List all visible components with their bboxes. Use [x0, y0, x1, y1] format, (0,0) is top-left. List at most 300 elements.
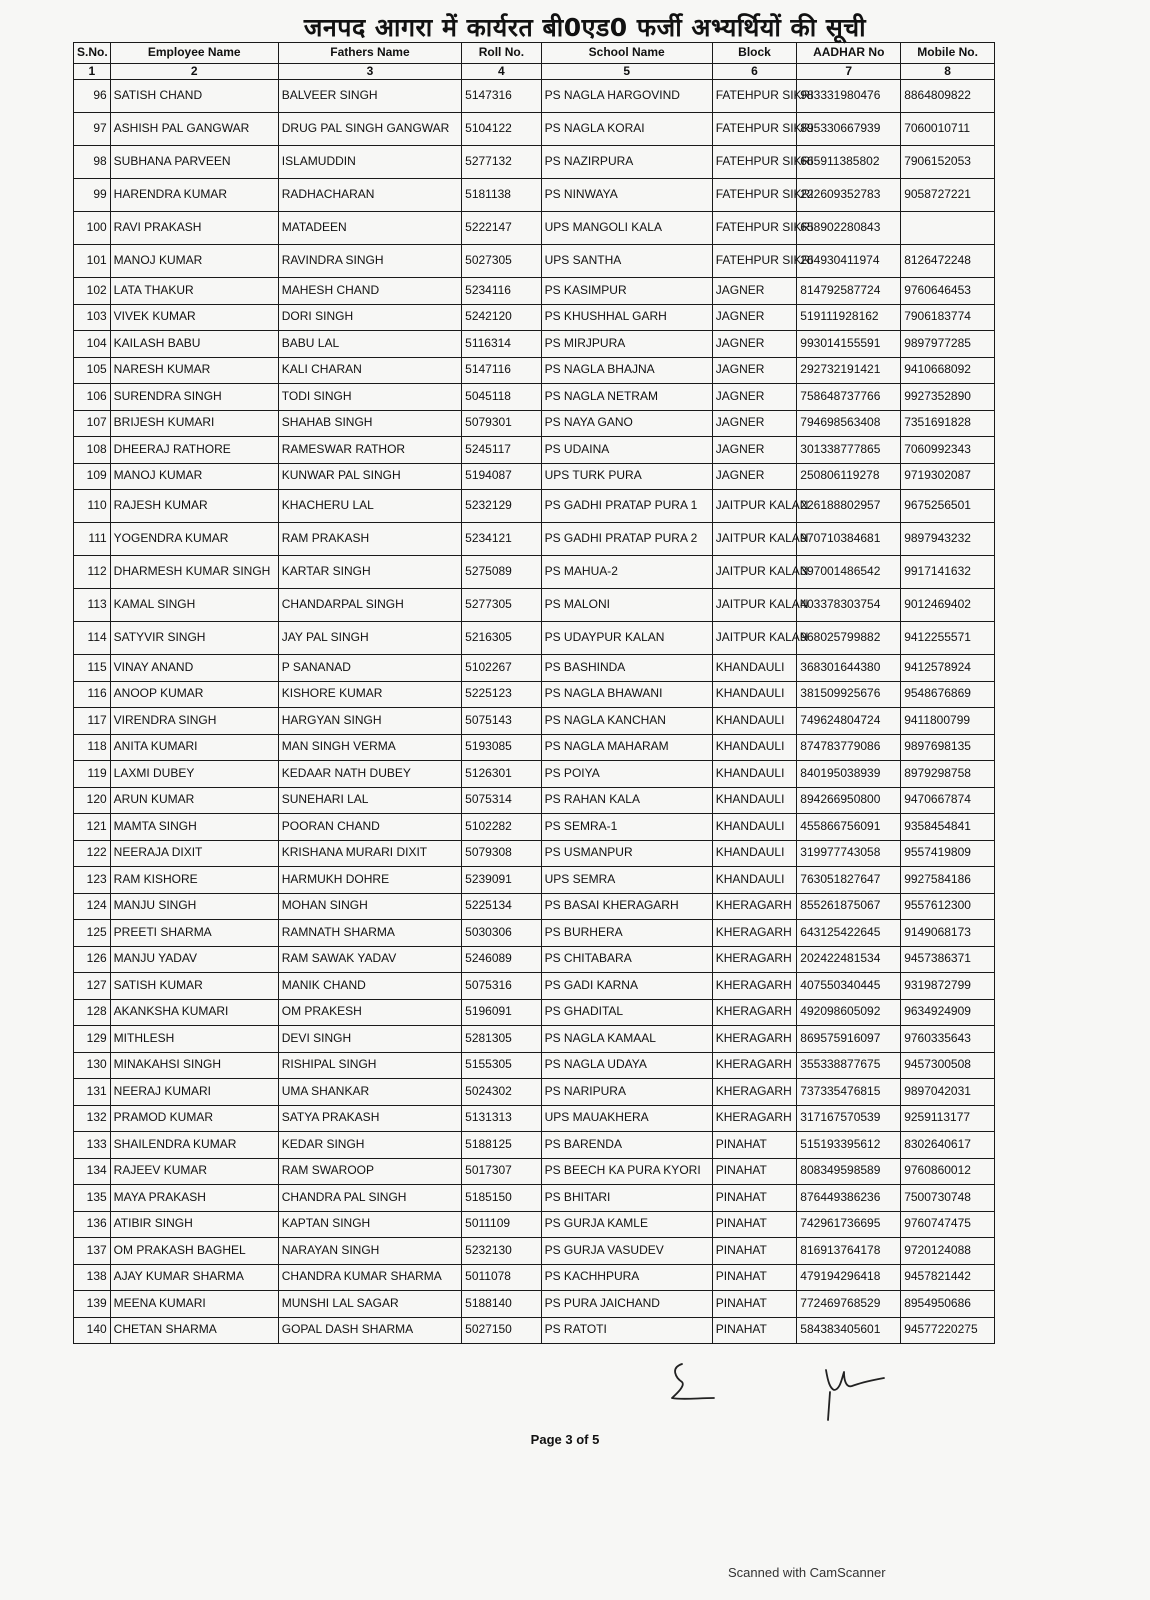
header-row: [74, 43, 995, 64]
cell-sno: 107: [74, 410, 111, 437]
cell-mobile-no: 7060992343: [901, 437, 995, 464]
cell-fathers-name: KHACHERU LAL: [278, 490, 461, 523]
cell-employee-name: SATISH KUMAR: [110, 973, 278, 1000]
cell-fathers-name: RADHACHARAN: [278, 179, 461, 212]
cell-roll-no: 5079301: [462, 410, 541, 437]
column-number-row: [74, 64, 995, 80]
cell-employee-name: LATA THAKUR: [110, 278, 278, 305]
cell-fathers-name: MAN SINGH VERMA: [278, 734, 461, 761]
table-row: [74, 278, 995, 305]
cell-fathers-name: KISHORE KUMAR: [278, 681, 461, 708]
cell-aadhar-no: 968025799882: [797, 622, 901, 655]
cell-roll-no: 5017307: [462, 1158, 541, 1185]
cell-employee-name: BRIJESH KUMARI: [110, 410, 278, 437]
table-row: [74, 556, 995, 589]
cell-aadhar-no: 840195038939: [797, 761, 901, 788]
cell-block: JAGNER: [712, 437, 797, 464]
cell-block: KHERAGARH: [712, 946, 797, 973]
cell-fathers-name: KUNWAR PAL SINGH: [278, 463, 461, 490]
cell-employee-name: SHAILENDRA KUMAR: [110, 1132, 278, 1159]
cell-school-name: PS SEMRA-1: [541, 814, 712, 841]
cell-sno: 129: [74, 1026, 111, 1053]
cell-block: JAITPUR KALAN: [712, 523, 797, 556]
header-roll-no: Roll No.: [462, 43, 541, 64]
cell-fathers-name: RISHIPAL SINGH: [278, 1052, 461, 1079]
cell-mobile-no: 7906183774: [901, 304, 995, 331]
cell-roll-no: 5216305: [462, 622, 541, 655]
table-row: [74, 1185, 995, 1212]
cell-block: JAGNER: [712, 331, 797, 358]
cell-sno: 103: [74, 304, 111, 331]
cell-aadhar-no: 381509925676: [797, 681, 901, 708]
cell-school-name: PS BASHINDA: [541, 655, 712, 682]
cell-block: JAGNER: [712, 384, 797, 411]
cell-aadhar-no: 584383405601: [797, 1317, 901, 1344]
cell-aadhar-no: 874783779086: [797, 734, 901, 761]
cell-mobile-no: 9557419809: [901, 840, 995, 867]
cell-mobile-no: 9470667874: [901, 787, 995, 814]
handwritten-signature-right: [818, 1358, 888, 1428]
column-number: 2: [110, 64, 278, 80]
cell-aadhar-no: 397001486542: [797, 556, 901, 589]
cell-aadhar-no: 814792587724: [797, 278, 901, 305]
cell-block: KHANDAULI: [712, 814, 797, 841]
cell-mobile-no: 9457821442: [901, 1264, 995, 1291]
table-row: [74, 1238, 995, 1265]
table-row: [74, 523, 995, 556]
cell-block: KHERAGARH: [712, 1079, 797, 1106]
cell-sno: 104: [74, 331, 111, 358]
cell-sno: 100: [74, 212, 111, 245]
cell-roll-no: 5131313: [462, 1105, 541, 1132]
cell-aadhar-no: 742961736695: [797, 1211, 901, 1238]
cell-sno: 130: [74, 1052, 111, 1079]
cell-employee-name: MAYA PRAKASH: [110, 1185, 278, 1212]
cell-fathers-name: KARTAR SINGH: [278, 556, 461, 589]
cell-roll-no: 5079308: [462, 840, 541, 867]
cell-employee-name: AKANKSHA KUMARI: [110, 999, 278, 1026]
cell-roll-no: 5188125: [462, 1132, 541, 1159]
cell-roll-no: 5102282: [462, 814, 541, 841]
cell-school-name: UPS MAUAKHERA: [541, 1105, 712, 1132]
table-row: [74, 331, 995, 358]
cell-school-name: PS BEECH KA PURA KYORI: [541, 1158, 712, 1185]
cell-fathers-name: RAMESWAR RATHOR: [278, 437, 461, 464]
table-row: [74, 867, 995, 894]
cell-employee-name: VIRENDRA SINGH: [110, 708, 278, 735]
cell-school-name: PS RAHAN KALA: [541, 787, 712, 814]
cell-fathers-name: UMA SHANKAR: [278, 1079, 461, 1106]
table-row: [74, 1079, 995, 1106]
cell-mobile-no: 9412255571: [901, 622, 995, 655]
cell-aadhar-no: 869575916097: [797, 1026, 901, 1053]
table-row: [74, 1317, 995, 1344]
cell-block: KHERAGARH: [712, 973, 797, 1000]
cell-aadhar-no: 658902280843: [797, 212, 901, 245]
table-row: [74, 622, 995, 655]
cell-sno: 135: [74, 1185, 111, 1212]
cell-sno: 124: [74, 893, 111, 920]
cell-fathers-name: SHAHAB SINGH: [278, 410, 461, 437]
cell-mobile-no: 9634924909: [901, 999, 995, 1026]
cell-aadhar-no: 772469768529: [797, 1291, 901, 1318]
cell-school-name: PS GURJA VASUDEV: [541, 1238, 712, 1265]
cell-aadhar-no: 895330667939: [797, 113, 901, 146]
page-title: जनपद आगरा में कार्यरत बी0एड0 फर्जी अभ्यर्थियों की सूची: [303, 13, 867, 42]
cell-mobile-no: 9012469402: [901, 589, 995, 622]
cell-sno: 123: [74, 867, 111, 894]
cell-mobile-no: 9760335643: [901, 1026, 995, 1053]
cell-roll-no: 5030306: [462, 920, 541, 947]
cell-roll-no: 5104122: [462, 113, 541, 146]
cell-employee-name: AJAY KUMAR SHARMA: [110, 1264, 278, 1291]
cell-employee-name: VIVEK KUMAR: [110, 304, 278, 331]
cell-fathers-name: CHANDRA KUMAR SHARMA: [278, 1264, 461, 1291]
cell-employee-name: ARUN KUMAR: [110, 787, 278, 814]
cell-aadhar-no: 894266950800: [797, 787, 901, 814]
cell-employee-name: NEERAJ KUMARI: [110, 1079, 278, 1106]
cell-mobile-no: 9557612300: [901, 893, 995, 920]
cell-employee-name: MAMTA SINGH: [110, 814, 278, 841]
cell-block: FATEHPUR SIKRI: [712, 146, 797, 179]
cell-aadhar-no: 250806119278: [797, 463, 901, 490]
cell-roll-no: 5193085: [462, 734, 541, 761]
cell-school-name: PS NAGLA HARGOVIND: [541, 80, 712, 113]
cell-employee-name: MANJU YADAV: [110, 946, 278, 973]
header-aadhar-no: AADHAR No: [797, 43, 901, 64]
cell-sno: 118: [74, 734, 111, 761]
cell-sno: 132: [74, 1105, 111, 1132]
cell-fathers-name: TODI SINGH: [278, 384, 461, 411]
cell-aadhar-no: 368301644380: [797, 655, 901, 682]
cell-employee-name: ANOOP KUMAR: [110, 681, 278, 708]
cell-aadhar-no: 794698563408: [797, 410, 901, 437]
cell-roll-no: 5185150: [462, 1185, 541, 1212]
cell-aadhar-no: 455866756091: [797, 814, 901, 841]
cell-employee-name: YOGENDRA KUMAR: [110, 523, 278, 556]
cell-sno: 126: [74, 946, 111, 973]
cell-aadhar-no: 264930411974: [797, 245, 901, 278]
cell-block: JAGNER: [712, 357, 797, 384]
cell-school-name: PS KASIMPUR: [541, 278, 712, 305]
cell-sno: 133: [74, 1132, 111, 1159]
cell-aadhar-no: 758648737766: [797, 384, 901, 411]
cell-mobile-no: [901, 212, 995, 245]
cell-block: KHANDAULI: [712, 681, 797, 708]
cell-fathers-name: BALVEER SINGH: [278, 80, 461, 113]
cell-aadhar-no: 808349598589: [797, 1158, 901, 1185]
cell-roll-no: 5196091: [462, 999, 541, 1026]
cell-school-name: PS KHUSHHAL GARH: [541, 304, 712, 331]
cell-sno: 115: [74, 655, 111, 682]
table-row: [74, 245, 995, 278]
cell-sno: 119: [74, 761, 111, 788]
cell-fathers-name: MOHAN SINGH: [278, 893, 461, 920]
cell-employee-name: PRAMOD KUMAR: [110, 1105, 278, 1132]
cell-block: KHANDAULI: [712, 734, 797, 761]
cell-employee-name: RAJEEV KUMAR: [110, 1158, 278, 1185]
cell-sno: 99: [74, 179, 111, 212]
cell-employee-name: NARESH KUMAR: [110, 357, 278, 384]
cell-mobile-no: 9897943232: [901, 523, 995, 556]
column-number: 1: [74, 64, 111, 80]
cell-roll-no: 5027305: [462, 245, 541, 278]
cell-aadhar-no: 319977743058: [797, 840, 901, 867]
cell-block: FATEHPUR SIKRI: [712, 245, 797, 278]
cell-roll-no: 5011078: [462, 1264, 541, 1291]
cell-sno: 98: [74, 146, 111, 179]
cell-aadhar-no: 403378303754: [797, 589, 901, 622]
cell-aadhar-no: 407550340445: [797, 973, 901, 1000]
cell-block: PINAHAT: [712, 1238, 797, 1265]
cell-aadhar-no: 492098605092: [797, 999, 901, 1026]
table-row: [74, 708, 995, 735]
table-row: [74, 589, 995, 622]
cell-fathers-name: DRUG PAL SINGH GANGWAR: [278, 113, 461, 146]
cell-block: PINAHAT: [712, 1132, 797, 1159]
cell-sno: 140: [74, 1317, 111, 1344]
cell-mobile-no: 9675256501: [901, 490, 995, 523]
cell-aadhar-no: 749624804724: [797, 708, 901, 735]
cell-roll-no: 5194087: [462, 463, 541, 490]
cell-roll-no: 5147316: [462, 80, 541, 113]
cell-fathers-name: BABU LAL: [278, 331, 461, 358]
cell-school-name: PS NINWAYA: [541, 179, 712, 212]
cell-mobile-no: 9897698135: [901, 734, 995, 761]
table-row: [74, 1105, 995, 1132]
cell-mobile-no: 9720124088: [901, 1238, 995, 1265]
table-row: [74, 384, 995, 411]
column-number: 8: [901, 64, 995, 80]
cell-mobile-no: 9457386371: [901, 946, 995, 973]
cell-school-name: PS NARIPURA: [541, 1079, 712, 1106]
cell-employee-name: DHEERAJ RATHORE: [110, 437, 278, 464]
table-row: [74, 304, 995, 331]
cell-mobile-no: 7500730748: [901, 1185, 995, 1212]
cell-mobile-no: 8302640617: [901, 1132, 995, 1159]
cell-school-name: PS NAGLA BHAWANI: [541, 681, 712, 708]
header-school-name: School Name: [541, 43, 712, 64]
table-row: [74, 655, 995, 682]
handwritten-signature-left: [668, 1360, 718, 1405]
cell-employee-name: MANOJ KUMAR: [110, 463, 278, 490]
cell-roll-no: 5225134: [462, 893, 541, 920]
cell-employee-name: CHETAN SHARMA: [110, 1317, 278, 1344]
cell-mobile-no: 8979298758: [901, 761, 995, 788]
cell-school-name: PS GADHI PRATAP PURA 1: [541, 490, 712, 523]
table-row: [74, 946, 995, 973]
cell-block: PINAHAT: [712, 1264, 797, 1291]
cell-block: KHERAGARH: [712, 1105, 797, 1132]
cell-aadhar-no: 515193395612: [797, 1132, 901, 1159]
cell-roll-no: 5232130: [462, 1238, 541, 1265]
cell-school-name: PS UDAINA: [541, 437, 712, 464]
cell-block: JAGNER: [712, 304, 797, 331]
cell-employee-name: HARENDRA KUMAR: [110, 179, 278, 212]
cell-block: FATEHPUR SIKRI: [712, 80, 797, 113]
table-row: [74, 146, 995, 179]
cell-roll-no: 5075143: [462, 708, 541, 735]
cell-school-name: UPS SEMRA: [541, 867, 712, 894]
cell-sno: 108: [74, 437, 111, 464]
cell-mobile-no: 9149068173: [901, 920, 995, 947]
cell-mobile-no: 8954950686: [901, 1291, 995, 1318]
cell-employee-name: SATISH CHAND: [110, 80, 278, 113]
cell-fathers-name: HARGYAN SINGH: [278, 708, 461, 735]
cell-sno: 139: [74, 1291, 111, 1318]
cell-roll-no: 5239091: [462, 867, 541, 894]
cell-block: KHERAGARH: [712, 1052, 797, 1079]
cell-school-name: PS USMANPUR: [541, 840, 712, 867]
cell-school-name: PS NAZIRPURA: [541, 146, 712, 179]
cell-employee-name: MINAKAHSI SINGH: [110, 1052, 278, 1079]
cell-roll-no: 5225123: [462, 681, 541, 708]
cell-fathers-name: KALI CHARAN: [278, 357, 461, 384]
cell-mobile-no: 8864809822: [901, 80, 995, 113]
cell-mobile-no: 8126472248: [901, 245, 995, 278]
cell-school-name: PS UDAYPUR KALAN: [541, 622, 712, 655]
cell-fathers-name: RAM PRAKASH: [278, 523, 461, 556]
cell-employee-name: SATYVIR SINGH: [110, 622, 278, 655]
cell-roll-no: 5126301: [462, 761, 541, 788]
cell-aadhar-no: 519111928162: [797, 304, 901, 331]
cell-mobile-no: 9897042031: [901, 1079, 995, 1106]
cell-sno: 114: [74, 622, 111, 655]
cell-block: PINAHAT: [712, 1158, 797, 1185]
header-sno: S.No.: [74, 43, 111, 64]
cell-roll-no: 5075314: [462, 787, 541, 814]
cell-fathers-name: RAMNATH SHARMA: [278, 920, 461, 947]
cell-roll-no: 5188140: [462, 1291, 541, 1318]
cell-mobile-no: 94577220275: [901, 1317, 995, 1344]
cell-school-name: PS PURA JAICHAND: [541, 1291, 712, 1318]
cell-sno: 106: [74, 384, 111, 411]
cell-sno: 101: [74, 245, 111, 278]
candidates-table: [73, 42, 995, 1344]
cell-sno: 109: [74, 463, 111, 490]
scanner-watermark: Scanned with CamScanner: [728, 1565, 886, 1580]
cell-sno: 111: [74, 523, 111, 556]
column-number: 6: [712, 64, 797, 80]
cell-block: JAGNER: [712, 278, 797, 305]
cell-school-name: PS NAGLA UDAYA: [541, 1052, 712, 1079]
cell-fathers-name: KEDAAR NATH DUBEY: [278, 761, 461, 788]
cell-school-name: PS NAGLA BHAJNA: [541, 357, 712, 384]
cell-mobile-no: 9259113177: [901, 1105, 995, 1132]
cell-roll-no: 5281305: [462, 1026, 541, 1053]
cell-mobile-no: 9760747475: [901, 1211, 995, 1238]
cell-sno: 138: [74, 1264, 111, 1291]
column-number: 7: [797, 64, 901, 80]
cell-employee-name: SURENDRA SINGH: [110, 384, 278, 411]
table-row: [74, 463, 995, 490]
cell-fathers-name: MANIK CHAND: [278, 973, 461, 1000]
cell-employee-name: LAXMI DUBEY: [110, 761, 278, 788]
cell-block: PINAHAT: [712, 1291, 797, 1318]
cell-employee-name: ASHISH PAL GANGWAR: [110, 113, 278, 146]
header-block: Block: [712, 43, 797, 64]
cell-mobile-no: 9411800799: [901, 708, 995, 735]
cell-mobile-no: 9548676869: [901, 681, 995, 708]
cell-school-name: PS BARENDA: [541, 1132, 712, 1159]
cell-school-name: PS GURJA KAMLE: [541, 1211, 712, 1238]
cell-aadhar-no: 317167570539: [797, 1105, 901, 1132]
cell-mobile-no: 9412578924: [901, 655, 995, 682]
cell-block: PINAHAT: [712, 1317, 797, 1344]
cell-fathers-name: P SANANAD: [278, 655, 461, 682]
table-row: [74, 761, 995, 788]
cell-roll-no: 5234121: [462, 523, 541, 556]
cell-mobile-no: 9897977285: [901, 331, 995, 358]
cell-aadhar-no: 763051827647: [797, 867, 901, 894]
cell-sno: 134: [74, 1158, 111, 1185]
cell-mobile-no: 9927352890: [901, 384, 995, 411]
cell-school-name: PS NAGLA KORAI: [541, 113, 712, 146]
cell-mobile-no: 9058727221: [901, 179, 995, 212]
cell-school-name: PS RATOTI: [541, 1317, 712, 1344]
cell-school-name: UPS SANTHA: [541, 245, 712, 278]
cell-school-name: PS BHITARI: [541, 1185, 712, 1212]
table-row: [74, 1132, 995, 1159]
cell-roll-no: 5277305: [462, 589, 541, 622]
table-row: [74, 1052, 995, 1079]
cell-roll-no: 5102267: [462, 655, 541, 682]
cell-mobile-no: 9457300508: [901, 1052, 995, 1079]
cell-block: FATEHPUR SIKRI: [712, 212, 797, 245]
cell-aadhar-no: 301338777865: [797, 437, 901, 464]
cell-aadhar-no: 983331980476: [797, 80, 901, 113]
cell-fathers-name: GOPAL DASH SHARMA: [278, 1317, 461, 1344]
cell-fathers-name: RAM SWAROOP: [278, 1158, 461, 1185]
cell-fathers-name: JAY PAL SINGH: [278, 622, 461, 655]
cell-sno: 113: [74, 589, 111, 622]
table-row: [74, 814, 995, 841]
cell-school-name: PS NAGLA KANCHAN: [541, 708, 712, 735]
cell-mobile-no: 9319872799: [901, 973, 995, 1000]
cell-school-name: PS KACHHPURA: [541, 1264, 712, 1291]
cell-employee-name: VINAY ANAND: [110, 655, 278, 682]
table-row: [74, 999, 995, 1026]
cell-mobile-no: 9927584186: [901, 867, 995, 894]
cell-fathers-name: KAPTAN SINGH: [278, 1211, 461, 1238]
cell-employee-name: DHARMESH KUMAR SINGH: [110, 556, 278, 589]
cell-mobile-no: 7060010711: [901, 113, 995, 146]
table-row: [74, 490, 995, 523]
cell-employee-name: KAMAL SINGH: [110, 589, 278, 622]
cell-mobile-no: 7906152053: [901, 146, 995, 179]
column-number: 3: [278, 64, 461, 80]
cell-employee-name: OM PRAKASH BAGHEL: [110, 1238, 278, 1265]
table-row: [74, 1026, 995, 1053]
cell-mobile-no: 9760860012: [901, 1158, 995, 1185]
cell-aadhar-no: 355338877675: [797, 1052, 901, 1079]
cell-aadhar-no: 855261875067: [797, 893, 901, 920]
cell-school-name: PS MALONI: [541, 589, 712, 622]
cell-school-name: PS CHITABARA: [541, 946, 712, 973]
cell-fathers-name: MAHESH CHAND: [278, 278, 461, 305]
cell-aadhar-no: 993014155591: [797, 331, 901, 358]
cell-roll-no: 5027150: [462, 1317, 541, 1344]
table-row: [74, 840, 995, 867]
cell-roll-no: 5011109: [462, 1211, 541, 1238]
table-row: [74, 893, 995, 920]
cell-employee-name: MANOJ KUMAR: [110, 245, 278, 278]
cell-block: KHERAGARH: [712, 920, 797, 947]
cell-aadhar-no: 876449386236: [797, 1185, 901, 1212]
header-fathers-name: Fathers Name: [278, 43, 461, 64]
cell-school-name: PS BURHERA: [541, 920, 712, 947]
cell-block: JAITPUR KALAN: [712, 589, 797, 622]
